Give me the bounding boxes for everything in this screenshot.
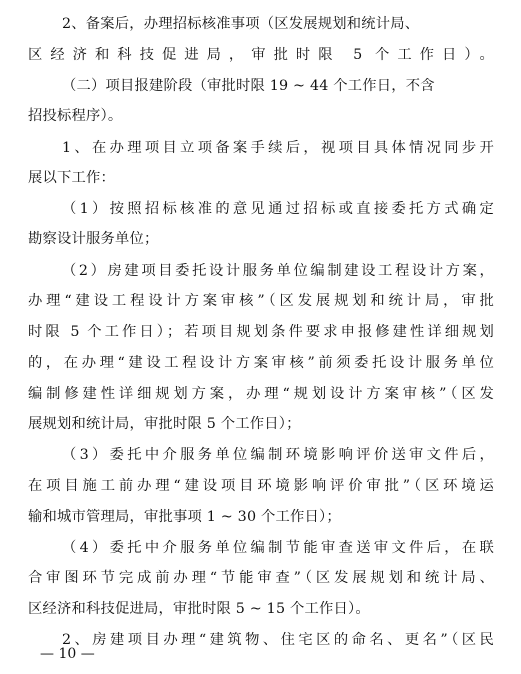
text-line: （二）项目报建阶段（审批时限 19 ~ 44 个工作日，不含 [62,78,435,94]
text-line: 办理“建设工程设计方案审核”（区发展规划和统计局，审批 [28,293,494,309]
text-line: 展规划和统计局，审批时限 5 个工作日）； [28,416,301,432]
text-line: 2、房建项目办理“建筑物、住宅区的命名、更名”（区民 [62,632,494,648]
text-line: 招投标程序）。 [28,108,123,124]
text-line: 时限 5 个工作日）；若项目规划条件要求申报修建性详细规划 [28,324,494,340]
text-line: 在项目施工前办理“建设项目环境影响评价审批”（区环境运 [28,478,494,494]
text-line: （1）按照招标核准的意见通过招标或直接委托方式确定 [62,201,494,217]
text-line: 2、备案后，办理招标核准事项（区发展规划和统计局、 [62,16,420,32]
text-line: 输和城市管理局，审批事项 1 ~ 30 个工作日）； [28,509,341,525]
text-line: 1、在办理项目立项备案手续后，视项目具体情况同步开 [62,140,494,156]
page-number: — 10 — [40,646,95,662]
text-line: 合审图环节完成前办理“节能审查”（区发展规划和统计局、 [28,570,494,586]
text-line: 展以下工作： [28,170,115,186]
text-line: 区经济和科技促进局，审批时限 5 个工作日）。 [28,47,494,63]
text-line: 的，在办理“建设工程设计方案审核”前须委托设计服务单位 [28,355,494,371]
text-line: 编制修建性详细规划方案，办理“规划设计方案审核”（区发 [28,386,494,402]
text-line: （2）房建项目委托设计服务单位编制建设工程设计方案， [62,263,494,279]
text-line: 勘察设计服务单位； [28,231,159,247]
text-line: （4）委托中介服务单位编制节能审查送审文件后，在联 [62,540,494,556]
text-line: （3）委托中介服务单位编制环境影响评价送审文件后， [62,447,494,463]
text-line: 区经济和科技促进局，审批时限 5 ~ 15 个工作日）。 [28,601,370,617]
